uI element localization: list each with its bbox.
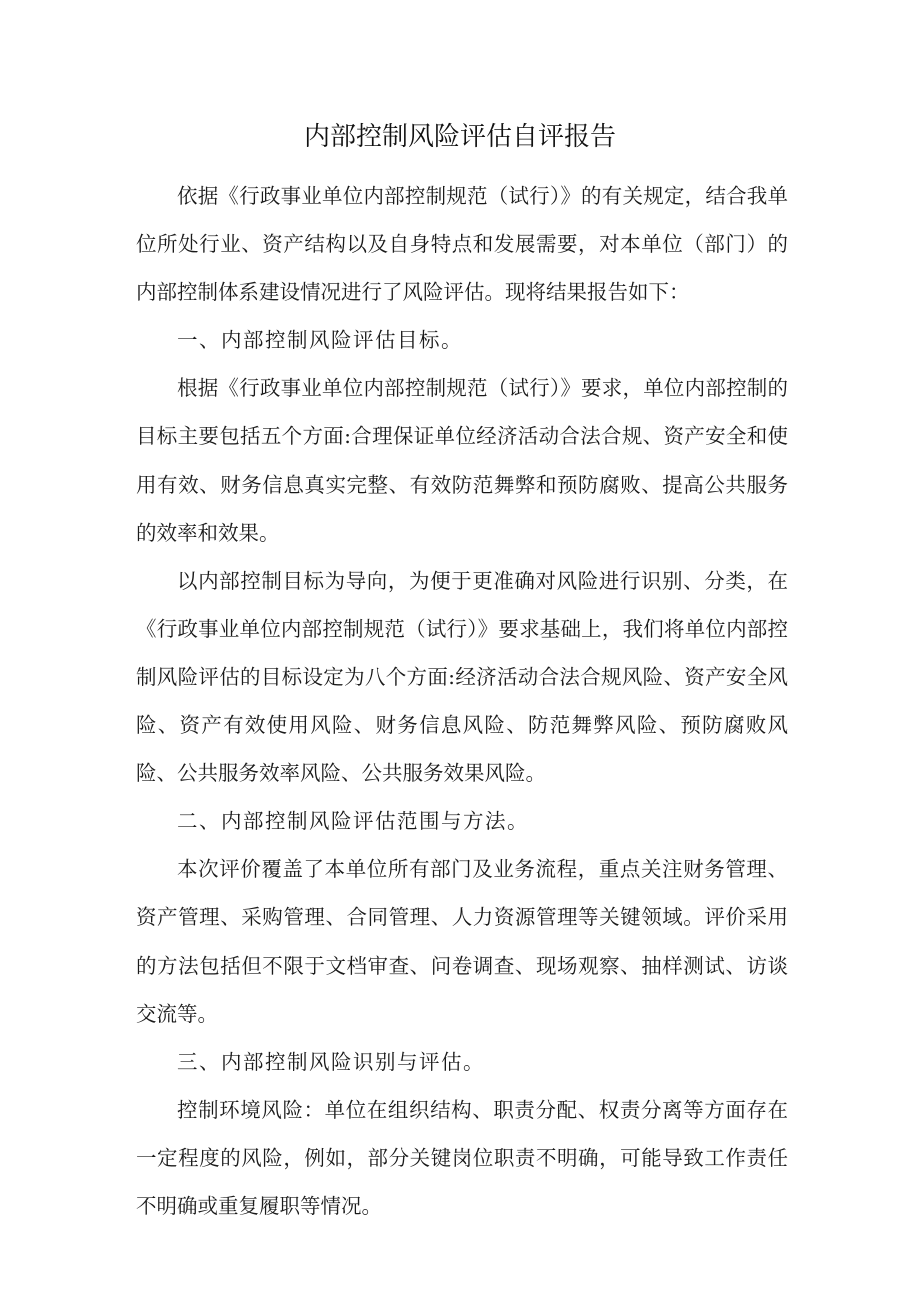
intro-paragraph: 依据《行政事业单位内部控制规范（试行）》的有关规定，结合我单位所处行业、资产结构以及自身特点和发展需要，对本单位（部门）的内部控制体系建设情况进行了风险评估。现将结果报告如下：	[136, 184, 788, 305]
section-heading-1: 一、内部控制风险评估目标。	[177, 328, 463, 353]
section-heading-2: 二、内部控制风险评估范围与方法。	[177, 809, 529, 834]
page-title: 内部控制风险评估自评报告	[303, 122, 616, 152]
section-2-paragraph-1: 本次评价覆盖了本单位所有部门及业务流程，重点关注财务管理、资产管理、采购管理、合同管理、人力资源管理等关键领域。评价采用的方法包括但不限于文档审查、问卷调查、现场观察、抽样测试、访谈交流等。	[136, 857, 788, 1026]
section-heading-3: 三、内部控制风险识别与评估。	[177, 1049, 485, 1074]
section-1-paragraph-2: 以内部控制目标为导向，为便于更准确对风险进行识别、分类，在《行政事业单位内部控制规范（试行）》要求基础上，我们将单位内部控制风险评估的目标设定为八个方面:经济活动合法合规风险、资产安全风险、资产有效使用风险、财务信息风险、防范舞弊风险、预防腐败风险、公共服务效率风险、公共服务效果风险。	[136, 568, 788, 786]
section-3-paragraph-1: 控制环境风险：单位在组织结构、职责分配、权责分离等方面存在一定程度的风险，例如，部分关键岗位职责不明确，可能导致工作责任不明确或重复履职等情况。	[136, 1097, 788, 1218]
section-1-paragraph-1: 根据《行政事业单位内部控制规范（试行）》要求，单位内部控制的目标主要包括五个方面:合理保证单位经济活动合法合规、资产安全和使用有效、财务信息真实完整、有效防范舞弊和预防腐败、提高公共服务的效率和效果。	[136, 376, 788, 545]
document-body	[136, 172, 788, 1230]
